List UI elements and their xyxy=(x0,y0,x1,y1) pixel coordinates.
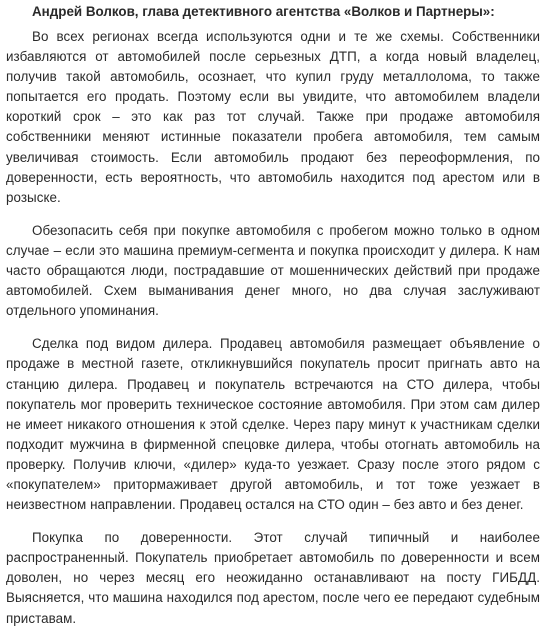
article-paragraph-4: Покупка по доверенности. Этот случай типичный и наиболее распространенный. Покупатель приобретает автомобиль по доверенности и всем доволен, но через месяц его неожиданно останавливают на посту ГИБДД. Выясняется, что машина находился под арестом, после чего ее передают судебным приставам. xyxy=(6,530,540,626)
article-paragraph-1: Во всех регионах всегда используются одни и те же схемы. Собственники избавляются от автомобилей после серьезных ДТП, а когда новый владелец, получив такой автомобиль, осознает, что купил груду металлолома, то также попытается его продать. Поэтому если вы увидите, что автомобилем владели короткий срок – это как раз тот случай. Также при продаже автомобиля собственники меняют истинные показатели пробега автомобиля, тем самым увеличивая стоимость. Если автомобиль продают без переоформления, по доверенности, есть вероятность, что автомобиль находится под арестом или в розыске. xyxy=(6,29,540,205)
article-paragraph-2: Обезопасить себя при покупке автомобиля с пробегом можно только в одном случае – если это машина премиум-сегмента и покупка происходит у дилера. К нам часто обращаются люди, пострадавшие от мошеннических действий при продаже автомобилей. Схем выманивания денег много, но два случая заслуживают отдельного упоминания. xyxy=(6,222,540,319)
article-paragraph-3: Сделка под видом дилера. Продавец автомобиля размещает объявление о продаже в местной газете, откликнувшийся покупатель просит пригнать авто на станцию дилера. Продавец и покупатель встречаются на СТО дилера, чтобы покупатель мог проверить техническое состояние автомобиля. При этом сам дилер не имеет никакого отношения к этой сделке. Через пару минут к участникам сделки подходит мужчина в фирменной спецовке дилера, чтобы отогнать автомобиль на проверку. Получив ключи, «дилер» куда-то уезжает. Сразу после этого рядом с «покупателем» притормаживает другой автомобиль, и тот тоже уезжает в неизвестном направлении. Продавец остался на СТО один – без авто и без денег. xyxy=(6,336,540,513)
article-heading: Андрей Волков, глава детективного агентства «Волков и Партнеры»: xyxy=(32,4,495,19)
